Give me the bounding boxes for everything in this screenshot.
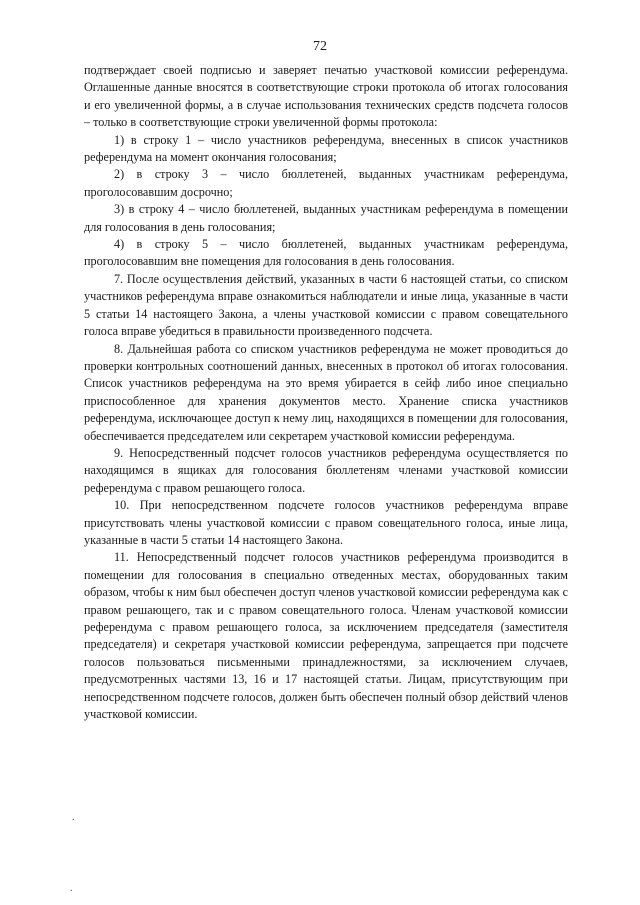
- paragraph-part-7: 7. После осуществления действий, указанных в части 6 настоящей статьи, со списком участников референдума вправе ознакомиться наблюдатели и иные лица, указанные в части 5 статьи 14 настоящего Закона, а члены участковой комиссии с правом совещательного голоса вправе убедиться в правильности произведенного подсчета.: [84, 271, 568, 339]
- paragraph-part-11: 11. Непосредственный подсчет голосов участников референдума производится в помещении для голосования в специально отведенных местах, оборудованных таким образом, чтобы к ним был обеспечен доступ членов участковой комиссии референдума как с правом решающего, так и с правом совещательного голоса. Членам участковой комиссии референдума с правом решающего голоса, за исключением председателя (заместителя председателя) и секретаря участковой комиссии референдума, запрещается при подсчете голосов пользоваться письменными принадлежностями, за исключением случаев, предусмотренных частями 13, 16 и 17 настоящей статьи. Лицам, присутствующим при непосредственном подсчете голосов, должен быть обеспечен полный обзор действий членов участковой комиссии.: [84, 550, 568, 722]
- paragraph-part-8: 8. Дальнейшая работа со списком участников референдума не может проводиться до проверки контрольных соотношений данных, внесенных в протокол об итогах голосования. Список участников референдума на это время убирается в сейф либо иное специально приспособленное для хранения документов место. Хранение списка участников референдума, исключающее доступ к нему лиц, находящихся в помещении для голосования, обеспечивается председателем или секретарем участковой комиссии референдума.: [84, 341, 568, 443]
- list-item-line-4: 3) в строку 4 – число бюллетеней, выданных участникам референдума в помещении для голосования в день голосования;: [84, 202, 568, 234]
- paragraph-part-10: 10. При непосредственном подсчете голосов участников референдума вправе присутствовать члены участковой комиссии с правом совещательного голоса, иные лица, указанные в части 5 статьи 14 настоящего Закона.: [84, 498, 568, 547]
- list-item-line-3: 2) в строку 3 – число бюллетеней, выданных участникам референдума, проголосовавшим досрочно;: [84, 167, 568, 199]
- list-item-line-1: 1) в строку 1 – число участников референдума, внесенных в список участников референдума на момент окончания голосования;: [84, 132, 568, 165]
- paragraph-part-9: 9. Непосредственный подсчет голосов участников референдума осуществляется по находящимся в ящиках для голосования бюллетеням членами участковой комиссии референдума с правом решающего голоса.: [84, 445, 568, 495]
- document-body: [84, 62, 568, 723]
- paragraph-continuation: подтверждает своей подписью и заверяет печатью участковой комиссии референдума. Оглашенные данные вносятся в соответствующие строки протокола об итогах голосования и его увеличенной формы, а в случае использования технических средств подсчета голосов – только в соответствующие строки увеличенной формы протокола:: [84, 63, 568, 130]
- page-number: 72: [313, 39, 327, 54]
- scan-speck-mark: .: [72, 812, 75, 823]
- list-item-line-5: 4) в строку 5 – число бюллетеней, выданных участникам референдума, проголосовавшим вне помещения для голосования в день голосования.: [84, 237, 568, 269]
- scan-speck-mark: .: [70, 883, 73, 894]
